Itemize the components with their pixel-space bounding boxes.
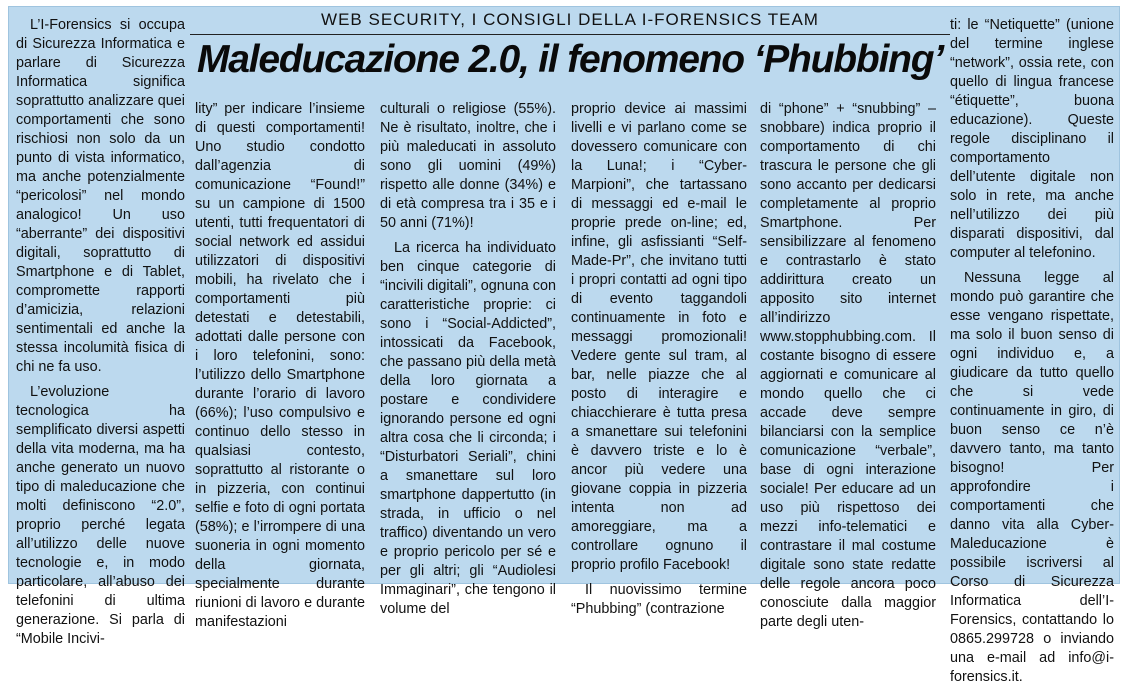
text-column-2	[195, 100, 365, 630]
column-4-paragraph-1: proprio device ai massimi livelli e vi parlano come se dovessero comunicare con la Luna!; i “Cyber-Marpioni”, che tartassano di messaggi ed e-mail le proprie prede on-line; ed, infine, gli asfissianti “Self-Made-Pr”, che invitano tutti i propri contatti ad ogni tipo di evento taggandoli continuamente in foto e messaggi promozionali! Vedere gente sul tram, al bar, nelle piazze che al posto di interagire e chiacchierare è tutta presa a smanettare sui telefonini è davvero triste e lo è ancor più vedere una giovane coppia in pizzeria intenta non ad amoreggiare, ma a controllare ognuno il proprio profilo Facebook!	[571, 101, 747, 573]
column-5-paragraph-1: di “phone” + “snubbing” – snobbare) indica proprio il comportamento di chi trascura le persone che gli sono accanto per dedicarsi completamente al proprio Smartphone. Per sensibilizzare al fenomeno e contrastarlo è stato addirittura creato un apposito sito internet all’indirizzo www.stopphubbing.com. Il costante bisogno di essere aggiornati e comunicare al mondo quello che ci accade deve sempre bilanciarsi con la semplice comunicazione “verbale”, base di ogni interazione sociale! Per educare ad un uso più rispettoso dei mezzi info-telematici e contrastare il mal costume digitale sono state redatte delle regole ancora poco conosciute dalla maggior parte degli uten-	[760, 101, 936, 630]
text-column-6	[950, 16, 1114, 685]
text-column-3	[380, 100, 556, 617]
column-3-paragraph-2: La ricerca ha individuato ben cinque categorie di “incivili digitali”, ognuna con caratteristiche proprie: ci sono i “Social-Addicted”, intossicati da Facebook, che passano più della metà della loro giornata a postare e condividere ignorando persone ed ogni altra cosa che li circonda; i “Disturbatori Seriali”, chini a smanettare sul loro smartphone dappertutto (in strada, in ufficio o nel traffico) diventando un vero e proprio pericolo per sé e per gli altri; gli “Audiolesi Immaginari”, che tengono il volume del	[380, 240, 556, 617]
article-headline: Maleducazione 2.0, il fenomeno ‘Phubbing’	[196, 38, 944, 81]
text-column-5	[760, 100, 936, 630]
text-column-1	[16, 16, 185, 647]
column-3-paragraph-1: culturali o religiose (55%). Ne è risultato, inoltre, che i più maleducati in assoluto sono gli uomini (49%) rispetto alle donne (34%) e di età compresa tra i 35 e i 50 anni (71%)!	[380, 101, 556, 231]
column-2-paragraph-1: lity” per indicare l’insieme di questi comportamenti! Uno studio condotto dall’agenzia di comunicazione “Found!” su un campione di 1500 utenti, tutti frequentatori di social network ed assidui utilizzatori di dispositivi mobili, ha rivelato che i comportamenti più detestati e detestabili, adottati dalle persone con i loro telefonini, sono: l’utilizzo dello Smartphone durante l’orario di lavoro (66%); l’uso compulsivo e continuo dello stesso in qualsiasi contesto, soprattutto al ristorante o in pizzeria, con continui selfie e foto di ogni portata (58%); e l’irrompere di una suoneria in ogni momento della giornata, specialmente durante riunioni di lavoro e durante manifestazioni	[195, 101, 365, 630]
kicker-divider	[190, 34, 950, 35]
article-kicker: WEB SECURITY, I CONSIGLI DELLA I-FORENSICS TEAM	[321, 10, 819, 29]
text-column-4	[571, 100, 747, 617]
column-4-paragraph-2: Il nuovissimo termine “Phubbing” (contrazione	[571, 582, 747, 617]
column-6-paragraph-1: ti: le “Netiquette” (unione del termine inglese “network”, ossia rete, con quello di lingua francese “étiquette”, buona educazione). Queste regole disciplinano il comportamento dell’utente digitale non solo in rete, ma anche nell’utilizzo dei più disparati dispositivi, dal computer al telefonino.	[950, 17, 1114, 261]
column-1-paragraph-2: L’evoluzione tecnologica ha semplificato diversi aspetti della vita moderna, ma ha anche generato un nuovo tipo di maleducazione che molti definiscono “2.0”, proprio perché legata all’utilizzo delle nuove tecnologie e, in modo particolare, all’abuso dei telefonini di ultima generazione. Si parla di “Mobile Incivi-	[16, 384, 185, 647]
column-6-paragraph-2: Nessuna legge al mondo può garantire che esse vengano rispettate, ma solo il buon senso di ogni individuo e, a giudicare da tutto quello che si vede continuamente in giro, di buon senso ce n’è davvero tanto, ma tanto bisogno! Per approfondire i comportamenti che danno vita alla Cyber-Maleducazione è possibile iscriversi al Corso di Sicurezza Informatica dell’I-Forensics, contattando lo 0865.299728 o inviando una e-mail ad info@i-forensics.it.	[950, 270, 1114, 685]
column-1-paragraph-1: L’I-Forensics si occupa di Sicurezza Informatica e parlare di Sicurezza Informatica significa soprattutto analizzare quei comportamenti che sono rischiosi non solo da un punto di vista informatico, ma anche potenzialmente “pericolosi” nel mondo analogico! Un uso “aberrante” dei dispositivi digitali, soprattutto di Smartphone e di Tablet, compromette rapporti d’amicizia, relazioni sentimentali ed anche la stessa incolumità fisica di chi ne fa uso.	[16, 17, 185, 375]
